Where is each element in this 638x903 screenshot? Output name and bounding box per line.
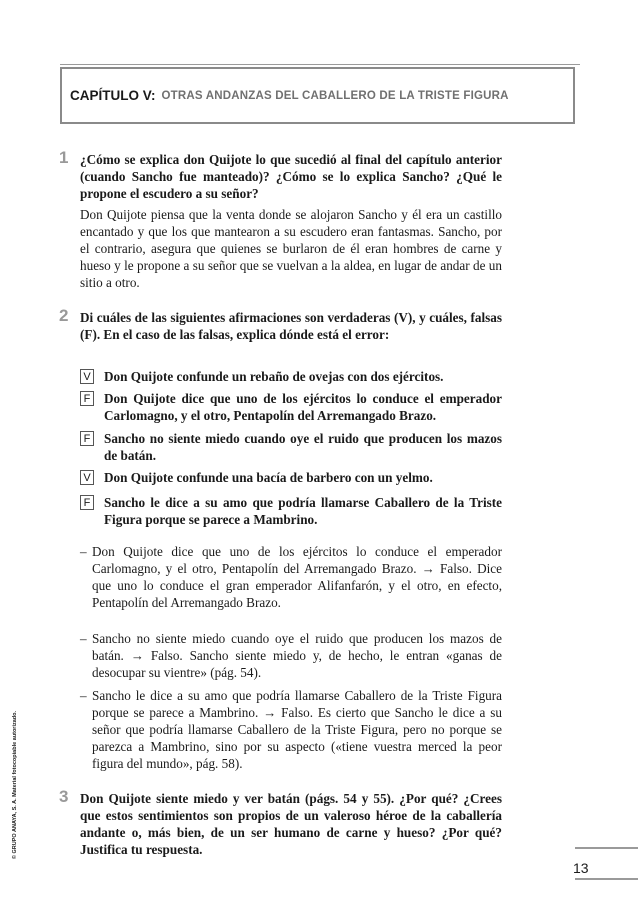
dash-marker: – (80, 544, 87, 559)
page-rule-bottom (575, 878, 638, 880)
answer-text: Don Quijote piensa que la venta donde se alojaron Sancho y él era un castillo encantado y que los que mantearon a su escudero eran fantasmas. Sancho, por el contrario, asegura que quienes se burlaron de él eran hombres de carne y hueso y le propone a su señor que se vuelvan a la aldea, en lugar de andar de un sitio a otro. (80, 207, 502, 290)
true-false-item (80, 368, 502, 385)
chapter-label: CAPÍTULO V: (70, 88, 156, 103)
answer-mark-box: V (80, 470, 94, 485)
header-rule (60, 64, 580, 65)
copyright-text: © GRUPO ANAYA, S. A. Material fotocopiable autorizado. (12, 710, 18, 860)
correction-text: Sancho no siente miedo cuando oye el ruido que producen los mazos de batán. → Falso. Sancho siente miedo y, de hecho, le entran «ganas de desocupar su vientre» (pág. 54). (92, 631, 502, 680)
question-prompt: Don Quijote siente miedo y ver batán (págs. 54 y 55). ¿Por qué? ¿Crees que estos sentimientos son propios de un valeroso héroe de la caballería andante o, más bien, de un ser humano de carne y hueso? ¿Por qué? Justifica tu respuesta. (80, 791, 502, 857)
true-false-item (80, 469, 502, 486)
correction-text: Sancho le dice a su amo que podría llamarse Caballero de la Triste Figura porque se parece a Mambrino. → Falso. Es cierto que Sancho le dice a su señor que podría llamarse Caballero de la Triste Figura, pero no porque se parezca a Mambrino, sino por su aspecto («tiene vuestra merced la peor figura del mundo», pág. 58). (92, 688, 502, 771)
page-rule-top (575, 847, 638, 849)
answer-mark-box: F (80, 431, 94, 446)
question-number: 3 (59, 787, 69, 806)
answer-mark-box: V (80, 369, 94, 384)
question-prompt: ¿Cómo se explica don Quijote lo que sucedió al final del capítulo anterior (cuando Sancho fue manteado)? ¿Cómo se lo explica Sancho? ¿Qué le propone el escudero a su señor? (80, 152, 502, 201)
question-number: 2 (59, 306, 69, 325)
true-false-item (80, 430, 502, 464)
correction-item (80, 543, 502, 611)
correction-item (80, 630, 502, 681)
correction-item (80, 687, 502, 772)
statement-text: Don Quijote confunde una bacía de barbero con un yelmo. (104, 470, 433, 485)
chapter-title: OTRAS ANDANZAS DEL CABALLERO DE LA TRISTE FIGURA (161, 89, 509, 102)
question-prompt: Di cuáles de las siguientes afirmaciones son verdaderas (V), y cuáles, falsas (F). En el caso de las falsas, explica dónde está el error: (80, 310, 502, 342)
chapter-header (60, 67, 575, 124)
true-false-item (80, 494, 502, 528)
statement-text: Sancho le dice a su amo que podría llamarse Caballero de la Triste Figura porque se parece a Mambrino. (104, 495, 502, 527)
page-number: 13 (573, 860, 589, 876)
answer-mark-box: F (80, 391, 94, 406)
statement-text: Don Quijote confunde un rebaño de ovejas con dos ejércitos. (104, 369, 444, 384)
correction-text: Don Quijote dice que uno de los ejércitos lo conduce el emperador Carlomagno, y el otro, Pentapolín del Arremangado Brazo. → Falso. Dice que uno lo conduce el gran emperador Alifanfarón, y el otro, en efecto, Pentapolín del Arremangado Brazo. (92, 544, 502, 610)
question-number: 1 (59, 148, 69, 167)
dash-marker: – (80, 631, 87, 646)
dash-marker: – (80, 688, 87, 703)
copyright-notice (10, 712, 20, 862)
statement-text: Sancho no siente miedo cuando oye el ruido que producen los mazos de batán. (104, 431, 502, 463)
statement-text: Don Quijote dice que uno de los ejércitos lo conduce el emperador Carlomagno, y el otro, Pentapolín del Arremangado Brazo. (104, 391, 502, 423)
true-false-item (80, 390, 502, 424)
answer-mark-box: F (80, 495, 94, 510)
